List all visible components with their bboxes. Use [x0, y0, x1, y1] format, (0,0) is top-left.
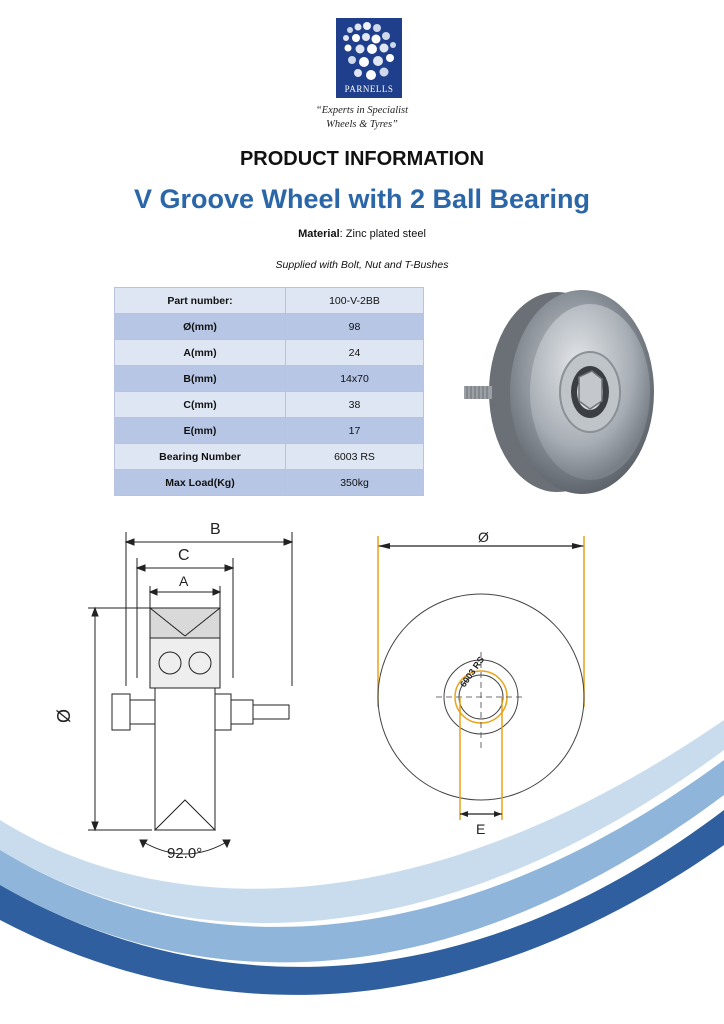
spec-value: 350kg: [286, 470, 424, 496]
spec-key: A(mm): [115, 340, 286, 366]
spec-value: 38: [286, 392, 424, 418]
supplied-note: Supplied with Bolt, Nut and T-Bushes: [275, 259, 449, 271]
spec-key: E(mm): [115, 418, 286, 444]
table-row: [115, 288, 424, 314]
table-row: [115, 314, 424, 340]
spec-value: 6003 RS: [286, 444, 424, 470]
table-row: [115, 418, 424, 444]
spec-value: 17: [286, 418, 424, 444]
spec-key: C(mm): [115, 392, 286, 418]
table-row: [115, 470, 424, 496]
decorative-swoosh: [0, 700, 724, 1024]
tagline-line-1: “Experts in Specialist: [315, 105, 409, 116]
parnells-logo: [336, 18, 402, 98]
dim-diameter-label: Ø: [54, 708, 74, 723]
dim-e-label: E: [476, 821, 486, 837]
spec-key: B(mm): [115, 366, 286, 392]
spec-key: Max Load(Kg): [115, 470, 286, 496]
material-label: Material: [298, 228, 340, 240]
table-row: [115, 444, 424, 470]
wheel-photo: [462, 287, 662, 497]
spec-key: Bearing Number: [115, 444, 286, 470]
tagline-line-2: Wheels & Tyres”: [326, 119, 398, 130]
table-row: [115, 340, 424, 366]
spec-key: Part number:: [115, 288, 286, 314]
section-heading: PRODUCT INFORMATION: [239, 148, 485, 170]
spec-key: Ø(mm): [115, 314, 286, 340]
spec-value: 24: [286, 340, 424, 366]
groove-angle-label: 92.0°: [167, 845, 203, 862]
bearing-label: 6003 RS: [457, 654, 487, 690]
spec-table: [114, 287, 424, 496]
dim-c-label: C: [178, 547, 190, 564]
logo-dots-graphic: [336, 18, 402, 86]
dim-b-label: B: [210, 521, 221, 538]
material-line: [0, 228, 724, 240]
dim-diameter-label: Ø: [478, 529, 489, 545]
dim-a-label: A: [179, 573, 189, 589]
spec-value: 14x70: [286, 366, 424, 392]
product-title: V Groove Wheel with 2 Ball Bearing: [133, 184, 591, 214]
tagline: [262, 104, 462, 132]
spec-value: 100-V-2BB: [286, 288, 424, 314]
spec-value: 98: [286, 314, 424, 340]
table-row: [115, 366, 424, 392]
material-value: : Zinc plated steel: [339, 228, 426, 240]
logo-name: PARNELLS: [344, 84, 394, 94]
table-row: [115, 392, 424, 418]
